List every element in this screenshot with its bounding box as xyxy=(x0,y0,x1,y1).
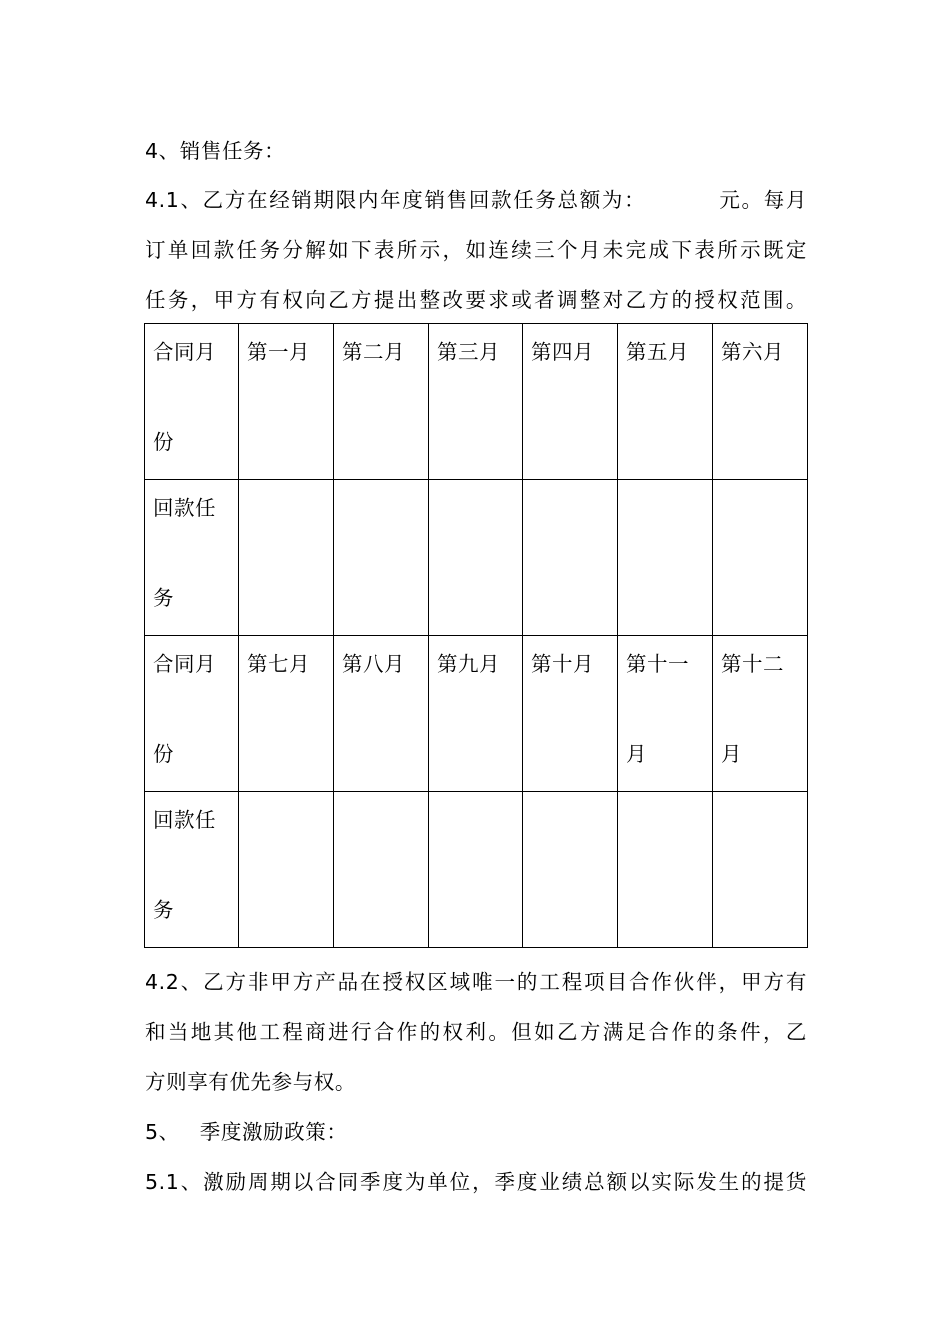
cell-text: 第九月 xyxy=(437,652,500,676)
paragraph-4-1-text-a: 4.1、乙方在经销期限内年度销售回款任务总额为： xyxy=(145,188,647,212)
section-4-heading: 4、销售任务： xyxy=(145,139,286,163)
table-cell xyxy=(523,324,618,480)
table-cell xyxy=(334,792,429,948)
table-cell xyxy=(239,324,334,480)
table-row xyxy=(145,324,808,480)
table-cell xyxy=(713,480,808,636)
table-cell xyxy=(334,480,429,636)
cell-text: 第五月 xyxy=(626,340,689,364)
table-row xyxy=(145,636,808,792)
cell-text: 回款任 xyxy=(153,496,216,520)
table-cell xyxy=(429,324,523,480)
cell-text: 第三月 xyxy=(437,340,500,364)
section-5-heading xyxy=(145,1118,347,1146)
paragraph-4-1-line-3: 任务，甲方有权向乙方提出整改要求或者调整对乙方的授权范围。 xyxy=(145,288,807,312)
cell-text: 第十一 xyxy=(626,652,689,676)
table-cell xyxy=(239,792,334,948)
row-label-cell xyxy=(145,324,239,480)
table-cell xyxy=(713,636,808,792)
row-label-cell xyxy=(145,480,239,636)
cell-text: 第一月 xyxy=(247,340,310,364)
cell-text: 第十二 xyxy=(721,652,784,676)
cell-text: 务 xyxy=(153,898,174,922)
cell-text: 第七月 xyxy=(247,652,310,676)
cell-text: 务 xyxy=(153,586,174,610)
table-row xyxy=(145,792,808,948)
table-cell xyxy=(429,480,523,636)
cell-text: 第十月 xyxy=(531,652,594,676)
table-cell xyxy=(618,636,713,792)
cell-text: 第八月 xyxy=(342,652,405,676)
table-cell xyxy=(523,792,618,948)
table-cell xyxy=(618,480,713,636)
cell-text: 回款任 xyxy=(153,808,216,832)
cell-text: 月 xyxy=(626,742,647,766)
cell-text: 第六月 xyxy=(721,340,784,364)
paragraph-4-1-text-b: 元。每月 xyxy=(718,188,807,212)
table-cell xyxy=(618,792,713,948)
paragraph-5-1-line-1: 5.1、激励周期以合同季度为单位，季度业绩总额以实际发生的提货 xyxy=(145,1170,807,1194)
cell-text: 第四月 xyxy=(531,340,594,364)
row-label-cell xyxy=(145,792,239,948)
table-cell xyxy=(334,324,429,480)
monthly-task-table xyxy=(144,323,808,948)
paragraph-4-1-line-1 xyxy=(145,186,807,214)
cell-text: 合同月 xyxy=(153,652,216,676)
paragraph-4-2-line-2: 和当地其他工程商进行合作的权利。但如乙方满足合作的条件，乙 xyxy=(145,1020,807,1044)
paragraph-4-2-line-1: 4.2、乙方非甲方产品在授权区域唯一的工程项目合作伙伴，甲方有 xyxy=(145,970,807,994)
section-5-title: 季度激励政策： xyxy=(199,1120,348,1144)
table-cell xyxy=(239,480,334,636)
cell-text: 第二月 xyxy=(342,340,405,364)
table-cell xyxy=(713,324,808,480)
task-table-body xyxy=(145,324,808,948)
table-cell xyxy=(523,480,618,636)
cell-text: 份 xyxy=(153,742,174,766)
paragraph-4-2-line-3: 方则享有优先参与权。 xyxy=(145,1070,356,1094)
cell-text: 份 xyxy=(153,430,174,454)
section-5-number: 5、 xyxy=(145,1120,180,1144)
table-cell xyxy=(334,636,429,792)
table-cell xyxy=(429,636,523,792)
table-cell xyxy=(429,792,523,948)
row-label-cell xyxy=(145,636,239,792)
paragraph-4-1-line-2: 订单回款任务分解如下表所示，如连续三个月未完成下表所示既定 xyxy=(145,238,807,262)
table-cell xyxy=(523,636,618,792)
table-cell xyxy=(618,324,713,480)
cell-text: 合同月 xyxy=(153,340,216,364)
table-cell xyxy=(713,792,808,948)
table-row xyxy=(145,480,808,636)
cell-text: 月 xyxy=(721,742,742,766)
table-cell xyxy=(239,636,334,792)
